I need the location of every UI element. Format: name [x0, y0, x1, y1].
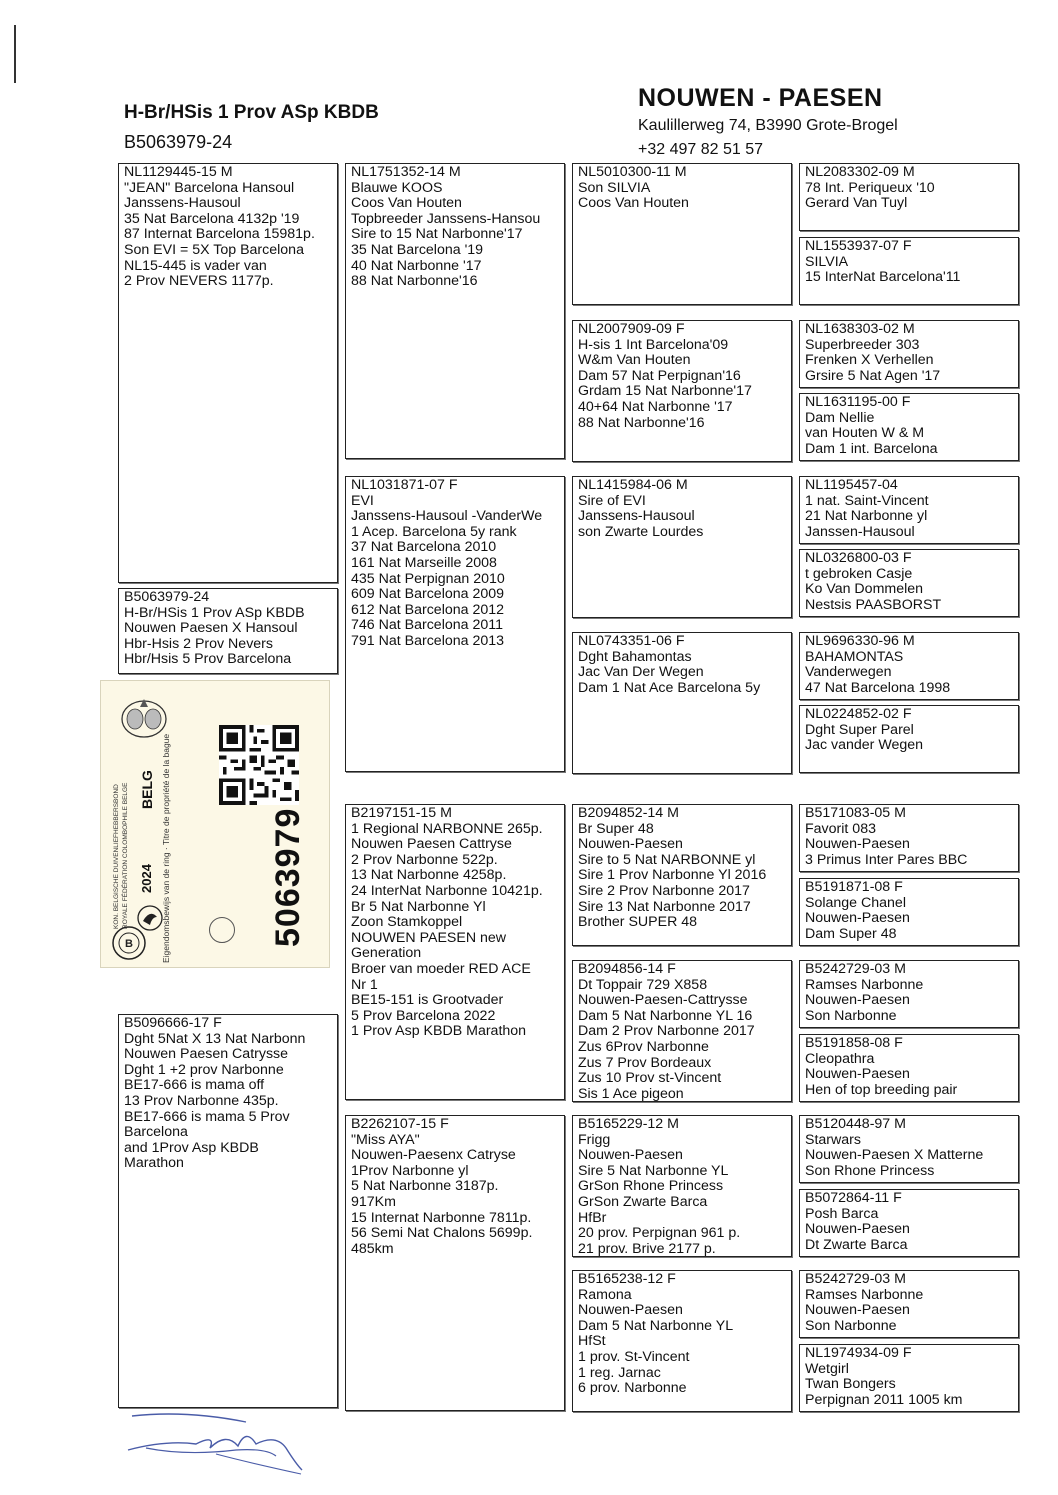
pedigree-line: NL9696330-96 M	[805, 633, 915, 649]
pedigree-line: Nr 1	[351, 976, 378, 993]
pedigree-line: Coos Van Houten	[578, 195, 689, 212]
pedigree-line: Blauwe KOOS	[351, 179, 443, 196]
pedigree-line: HfBr	[578, 1209, 607, 1226]
pedigree-line: Frenken X Verhellen	[805, 352, 934, 369]
pedigree-line: Sire 1 Prov Narbonne Yl 2016	[578, 867, 767, 884]
owner-phone: +32 497 82 51 57	[638, 141, 764, 158]
pedigree-line: 917Km	[351, 1193, 396, 1210]
pedigree-line: Son SILVIA	[578, 179, 651, 196]
pedigree-line: Jac Van Der Wegen	[578, 664, 704, 681]
pedigree-line: Janssens-Hausoul -VanderWe	[351, 508, 543, 525]
pedigree-line: Nouwen-Paesen	[578, 836, 683, 853]
pedigree-box-g4-10	[799, 878, 1019, 946]
pedigree-line: Janssens-Hausoul	[578, 508, 695, 525]
ring-ownership-card	[100, 680, 330, 968]
pedigree-line: Dam 1 int. Barcelona	[805, 440, 938, 457]
pedigree-box-sire	[118, 163, 338, 583]
pedigree-line: 609 Nat Barcelona 2009	[351, 586, 505, 603]
pedigree-line: 21 Nat Narbonne yl	[805, 508, 928, 525]
pedigree-line: 87 Internat Barcelona 15981p.	[124, 226, 315, 243]
pedigree-line: 20 prov. Perpignan 961 p.	[578, 1225, 741, 1242]
ring-card-number: 5063979	[269, 807, 307, 947]
pedigree-line: Twan Bongers	[805, 1376, 896, 1393]
pedigree-line: Janssens-Hausoul	[124, 195, 241, 212]
pedigree-line: Nouwen-Paesen	[805, 1221, 910, 1238]
pedigree-line: NL5010300-11 M	[578, 164, 687, 180]
pedigree-line: 5 Prov Barcelona 2022	[351, 1007, 496, 1024]
pedigree-line: 13 Prov Narbonne 435p.	[124, 1092, 279, 1109]
pedigree-line: Dam Nellie	[805, 409, 875, 426]
pedigree-line: B5191871-08 F	[805, 879, 903, 895]
pedigree-box-g4-2	[799, 237, 1019, 305]
pedigree-line: 1Prov Narbonne yl	[351, 1162, 469, 1179]
pedigree-line: Nouwen-Paesen	[805, 992, 910, 1009]
pedigree-line: Dam 5 Nat Narbonne YL	[578, 1317, 734, 1334]
pedigree-line: 1 Prov Asp KBDB Marathon	[351, 1023, 527, 1040]
pedigree-line: BE17-666 is mama off	[124, 1077, 265, 1094]
pedigree-line: Brother SUPER 48	[578, 914, 698, 931]
pedigree-line: Son Rhone Princess	[805, 1162, 935, 1179]
pedigree-line: Ramses Narbonne	[805, 1286, 924, 1303]
pedigree-line: HfSt	[578, 1333, 606, 1350]
pedigree-line: Dght Bahamontas	[578, 648, 692, 665]
ring-card-org-line1: KON. BELGISCHE DUIVENLIEFHEBBERSBOND	[113, 784, 120, 929]
pedigree-line: t gebroken Casje	[805, 565, 913, 582]
pedigree-line: Nouwen-Paesen	[805, 1302, 910, 1319]
pedigree-line: 15 Internat Narbonne 7811p.	[351, 1209, 532, 1226]
pedigree-line: Son Narbonne	[805, 1007, 897, 1024]
pedigree-line: NL1638303-02 M	[805, 321, 915, 337]
pedigree-line: Coos Van Houten	[351, 195, 462, 212]
pedigree-line: Favorit 083	[805, 820, 876, 837]
scan-margin-mark	[14, 25, 16, 83]
pedigree-box-g4-6	[799, 549, 1019, 617]
pedigree-line: Dght 1 +2 prov Narbonne	[124, 1061, 284, 1078]
pedigree-line: Frigg	[578, 1131, 611, 1148]
pedigree-line: 1 prov. St-Vincent	[578, 1348, 690, 1365]
pedigree-box-sds	[572, 476, 792, 618]
pedigree-line: Ko Van Dommelen	[805, 581, 924, 598]
pedigree-line: GrSon Rhone Princess	[578, 1178, 724, 1195]
pedigree-line: 40 Nat Narbonne '17	[351, 257, 482, 274]
pedigree-line: Broer van moeder RED ACE	[351, 960, 531, 977]
pedigree-line: NL1195457-04	[805, 477, 898, 493]
ring-card-ownership-text: Eigendomsbewijs van de ring · Titre de propriété de la bague	[161, 733, 171, 963]
owner-address: Kaulillerweg 74, B3990 Grote-Brogel	[638, 117, 898, 134]
pedigree-line: Sis 1 Ace pigeon	[578, 1085, 684, 1102]
pedigree-line: Sire of EVI	[578, 492, 646, 509]
pedigree-line: B5242729-03 M	[805, 961, 906, 977]
pedigree-line: Zus 7 Prov Bordeaux	[578, 1054, 712, 1071]
pedigree-line: "Miss AYA"	[351, 1131, 420, 1148]
pedigree-line: NL1751352-14 M	[351, 164, 461, 180]
pedigree-line: 35 Nat Barcelona 4132p '19	[124, 210, 300, 227]
pedigree-line: Hbr/Hsis 5 Prov Barcelona	[124, 651, 292, 668]
pedigree-line: Nouwen Paesen X Hansoul	[124, 620, 298, 637]
pedigree-line: 1 nat. Saint-Vincent	[805, 492, 929, 509]
pedigree-line: Sire to 15 Nat Narbonne'17	[351, 226, 523, 243]
pedigree-box-g4-9	[799, 804, 1019, 872]
pedigree-box-subject	[118, 588, 338, 674]
pedigree-box-g4-13	[799, 1115, 1019, 1183]
pedigree-line: Starwars	[805, 1131, 861, 1148]
pedigree-line: 6 prov. Narbonne	[578, 1380, 687, 1397]
pedigree-line: Zus 6Prov Narbonne	[578, 1038, 709, 1055]
pedigree-box-g4-15	[799, 1270, 1019, 1338]
pedigree-line: BE17-666 is mama 5 Prov	[124, 1108, 290, 1125]
pedigree-line: Dam 5 Nat Narbonne YL 16	[578, 1007, 753, 1024]
pedigree-box-dam	[118, 1014, 338, 1408]
pedigree-line: NL2083302-09 M	[805, 164, 915, 180]
pedigree-line: Nouwen-Paesen X Matterne	[805, 1147, 984, 1164]
pedigree-line: 40+64 Nat Narbonne '17	[578, 398, 733, 415]
pedigree-line: "JEAN" Barcelona Hansoul	[124, 179, 295, 196]
pedigree-line: NL1031871-07 F	[351, 477, 458, 493]
pigeon-emblem-icon	[135, 903, 165, 933]
pedigree-line: Superbreeder 303	[805, 336, 920, 353]
pedigree-line: Dam 2 Prov Narbonne 2017	[578, 1023, 755, 1040]
pedigree-line: 485km	[351, 1240, 394, 1257]
pedigree-line: Nestsis PAASBORST	[805, 596, 942, 613]
pedigree-line: B5165238-12 F	[578, 1271, 676, 1287]
pedigree-line: B5063979-24	[124, 589, 210, 605]
pedigree-line: EVI	[351, 492, 374, 509]
pedigree-box-g4-8	[799, 705, 1019, 773]
pedigree-line: Ramses Narbonne	[805, 976, 924, 993]
pedigree-line: Posh Barca	[805, 1205, 879, 1222]
pedigree-box-sdd	[572, 632, 792, 774]
pedigree-line: B2094852-14 M	[578, 805, 679, 821]
pedigree-box-g4-3	[799, 320, 1019, 388]
pedigree-box-sire-dam	[345, 476, 565, 772]
pedigree-box-g4-5	[799, 476, 1019, 544]
pedigree-line: 746 Nat Barcelona 2011	[351, 617, 503, 634]
pedigree-line: Zoon Stamkoppel	[351, 914, 463, 931]
pedigree-box-g4-11	[799, 960, 1019, 1028]
pedigree-line: Grsire 5 Nat Agen '17	[805, 367, 941, 384]
pedigree-line: GrSon Zwarte Barca	[578, 1193, 708, 1210]
pedigree-line: Solange Chanel	[805, 894, 906, 911]
pedigree-line: van Houten W & M	[805, 425, 925, 442]
pedigree-line: 5 Nat Narbonne 3187p.	[351, 1178, 499, 1195]
owner-name: NOUWEN - PAESEN	[638, 84, 883, 112]
ring-card-year: 2024	[139, 864, 154, 893]
pedigree-line: Nouwen-Paesen	[805, 1066, 910, 1083]
pedigree-box-g4-1	[799, 163, 1019, 231]
ring-card-country: BELG	[139, 770, 155, 809]
pedigree-line: Sire 2 Prov Narbonne 2017	[578, 882, 750, 899]
svg-text:B: B	[125, 938, 133, 950]
pedigree-box-dds	[572, 1115, 792, 1257]
pedigree-line: B5191858-08 F	[805, 1035, 903, 1051]
pedigree-line: and 1Prov Asp KBDB	[124, 1139, 259, 1156]
pedigree-line: Br Super 48	[578, 820, 654, 837]
pedigree-line: NL0224852-02 F	[805, 706, 912, 722]
pedigree-line: Nouwen-Paesenx Catryse	[351, 1147, 516, 1164]
pedigree-line: Ramona	[578, 1286, 632, 1303]
pedigree-box-g4-4	[799, 393, 1019, 461]
pedigree-line: Hen of top breeding pair	[805, 1081, 958, 1098]
pedigree-line: 24 InterNat Narbonne 10421p.	[351, 882, 543, 899]
pedigree-line: Grdam 15 Nat Narbonne'17	[578, 383, 752, 400]
pedigree-line: Zus 10 Prov st-Vincent	[578, 1070, 722, 1087]
pedigree-box-ssd	[572, 320, 792, 462]
pedigree-box-g4-14	[799, 1189, 1019, 1257]
pedigree-line: B5165229-12 M	[578, 1116, 679, 1132]
pedigree-line: Gerard Van Tuyl	[805, 195, 908, 212]
pedigree-line: 3 Primus Inter Pares BBC	[805, 851, 968, 868]
pedigree-line: NL1129445-15 M	[124, 164, 233, 180]
pedigree-line: NL1631195-00 F	[805, 394, 911, 410]
pedigree-line: SILVIA	[805, 253, 849, 270]
pedigree-line: NOUWEN PAESEN new	[351, 929, 507, 946]
pedigree-line: 21 prov. Brive 2177 p.	[578, 1240, 716, 1257]
pedigree-line: Nouwen-Paesen	[805, 836, 910, 853]
pedigree-line: 88 Nat Narbonne'16	[578, 414, 705, 431]
pedigree-line: Cleopathra	[805, 1050, 875, 1067]
pedigree-line: Br 5 Nat Narbonne Yl	[351, 898, 486, 915]
pedigree-line: Hbr-Hsis 2 Prov Nevers	[124, 635, 273, 652]
pedigree-box-sss	[572, 163, 792, 305]
pedigree-box-ddd	[572, 1270, 792, 1412]
pedigree-line: BE15-151 is Grootvader	[351, 992, 504, 1009]
pedigree-line: H-Br/HSis 1 Prov ASp KBDB	[124, 604, 305, 621]
pedigree-line: Nouwen-Paesen	[578, 1147, 683, 1164]
pedigree-line: B5096666-17 F	[124, 1015, 222, 1031]
pedigree-box-sire-sire	[345, 163, 565, 459]
pedigree-line: Barcelona	[124, 1124, 188, 1141]
pedigree-line: Generation	[351, 945, 422, 962]
pedigree-line: BAHAMONTAS	[805, 648, 904, 665]
ring-card-org-line2: ROYALE FÉDÉRATION COLOMBOPHILE BELGE	[122, 782, 129, 929]
pedigree-line: 56 Semi Nat Chalons 5699p.	[351, 1225, 533, 1242]
pedigree-line: W&m Van Houten	[578, 352, 691, 369]
pedigree-line: Wetgirl	[805, 1360, 849, 1377]
pedigree-ring-number: B5063979-24	[124, 132, 233, 152]
pedigree-line: H-sis 1 Int Barcelona'09	[578, 336, 729, 353]
pigeon-crest-icon	[115, 695, 173, 743]
pedigree-line: 435 Nat Perpignan 2010	[351, 570, 505, 587]
pedigree-line: 78 Int. Periqueux '10	[805, 179, 935, 196]
pedigree-line: Dam 1 Nat Ace Barcelona 5y	[578, 679, 761, 696]
pedigree-title: H-Br/HSis 1 Prov ASp KBDB	[124, 102, 379, 123]
pedigree-line: Dght 5Nat X 13 Nat Narbonn	[124, 1030, 306, 1047]
pedigree-line: Nouwen Paesen Catrysse	[124, 1046, 289, 1063]
pedigree-line: Topbreeder Janssens-Hansou	[351, 210, 541, 227]
pedigree-line: B5072864-11 F	[805, 1190, 902, 1206]
pedigree-line: 1 Regional NARBONNE 265p.	[351, 820, 543, 837]
pedigree-line: Sire 13 Nat Narbonne 2017	[578, 898, 751, 915]
pedigree-line: 1 Acep. Barcelona 5y rank	[351, 523, 517, 540]
pedigree-line: Perpignan 2011 1005 km	[805, 1391, 963, 1408]
pedigree-line: 88 Nat Narbonne'16	[351, 273, 478, 290]
pedigree-line: Marathon	[124, 1155, 184, 1172]
pedigree-line: NL1974934-09 F	[805, 1345, 912, 1361]
pedigree-line: B5120448-97 M	[805, 1116, 906, 1132]
pedigree-line: Son Narbonne	[805, 1317, 897, 1334]
pedigree-line: NL2007909-09 F	[578, 321, 685, 337]
ring-card-punch-hole	[209, 917, 235, 943]
pedigree-line: B2262107-15 F	[351, 1116, 449, 1132]
pedigree-line: Dt Zwarte Barca	[805, 1236, 908, 1253]
pedigree-line: 47 Nat Barcelona 1998	[805, 679, 951, 696]
pedigree-line: Dam 57 Nat Perpignan'16	[578, 367, 741, 384]
pedigree-line: Dght Super Parel	[805, 721, 914, 738]
pedigree-box-g4-16	[799, 1344, 1019, 1412]
pedigree-box-dsd	[572, 960, 792, 1102]
pedigree-line: 612 Nat Barcelona 2012	[351, 601, 505, 618]
pedigree-line: 161 Nat Marseille 2008	[351, 554, 497, 571]
pedigree-line: Dt Toppair 729 X858	[578, 976, 708, 993]
pedigree-box-g4-12	[799, 1034, 1019, 1102]
handwritten-signature-icon	[126, 1404, 316, 1484]
pedigree-line: Dam Super 48	[805, 925, 897, 942]
qr-code-icon	[219, 725, 299, 805]
pedigree-line: B2197151-15 M	[351, 805, 452, 821]
pedigree-line: Vanderwegen	[805, 664, 892, 681]
pedigree-line: 791 Nat Barcelona 2013	[351, 632, 505, 649]
pedigree-line: Nouwen-Paesen-Cattrysse	[578, 992, 748, 1009]
pedigree-line: B2094856-14 F	[578, 961, 676, 977]
pedigree-line: Janssen-Hausoul	[805, 523, 915, 540]
pedigree-line: Nouwen-Paesen	[578, 1302, 683, 1319]
pedigree-line: NL1553937-07 F	[805, 238, 912, 254]
pedigree-line: NL0743351-06 F	[578, 633, 685, 649]
pedigree-line: 13 Nat Narbonne 4258p.	[351, 867, 507, 884]
pedigree-line: NL15-445 is vader van	[124, 257, 267, 274]
pedigree-line: Sire to 5 Nat NARBONNE yl	[578, 851, 756, 868]
pedigree-line: Sire 5 Nat Narbonne YL	[578, 1162, 729, 1179]
pedigree-line: B5171083-05 M	[805, 805, 906, 821]
pedigree-box-dam-sire	[345, 804, 565, 1100]
pedigree-line: NL1415984-06 M	[578, 477, 688, 493]
pedigree-box-g4-7	[799, 632, 1019, 700]
pedigree-line: NL0326800-03 F	[805, 550, 912, 566]
pedigree-line: 15 InterNat Barcelona'11	[805, 269, 961, 286]
pedigree-line: Nouwen-Paesen	[805, 910, 910, 927]
pedigree-line: Nouwen Paesen Cattryse	[351, 836, 512, 853]
pedigree-line: 2 Prov Narbonne 522p.	[351, 851, 498, 868]
pedigree-box-dss	[572, 804, 792, 946]
pedigree-line: son Zwarte Lourdes	[578, 523, 704, 540]
pedigree-line: 37 Nat Barcelona 2010	[351, 539, 497, 556]
pedigree-line: Son EVI = 5X Top Barcelona	[124, 241, 304, 258]
pedigree-box-dam-dam	[345, 1115, 565, 1411]
pedigree-line: 2 Prov NEVERS 1177p.	[124, 273, 274, 290]
pedigree-line: Jac vander Wegen	[805, 737, 924, 754]
pedigree-line: B5242729-03 M	[805, 1271, 906, 1287]
pedigree-line: 35 Nat Barcelona '19	[351, 241, 484, 258]
pedigree-line: 1 reg. Jarnac	[578, 1364, 661, 1381]
